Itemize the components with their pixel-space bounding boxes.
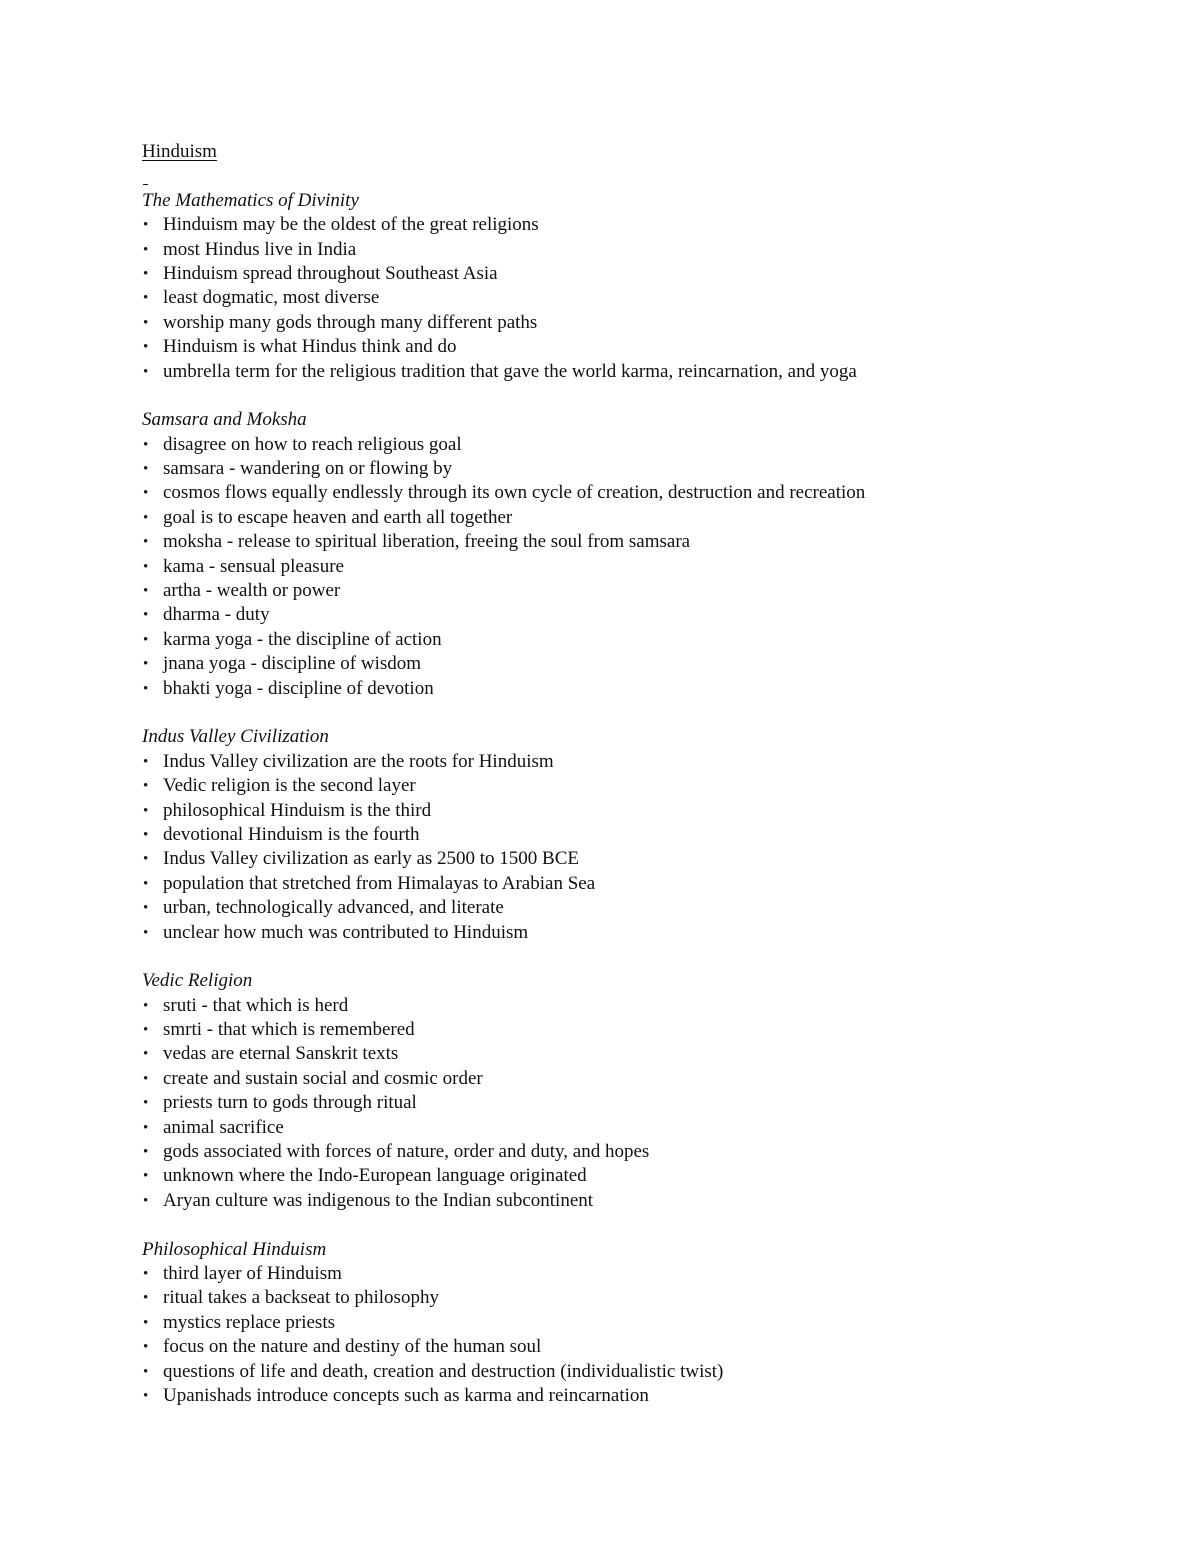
bullet-list (142, 433, 1152, 701)
bullet-icon: • (143, 1070, 149, 1087)
bullet-text: third layer of Hinduism (163, 1262, 342, 1284)
section-heading: Indus Valley Civilization (142, 726, 329, 748)
bullet-text: focus on the nature and destiny of the human soul (163, 1336, 542, 1358)
bullet-icon: • (143, 607, 149, 624)
bullet-text: Hinduism is what Hindus think and do (163, 336, 457, 358)
bullet-item (142, 921, 1152, 945)
bullet-text: Indus Valley civilization as early as 2500 to 1500 BCE (163, 848, 579, 870)
bullet-item (142, 603, 1152, 627)
bullet-text: samsara - wandering on or flowing by (163, 458, 453, 480)
bullet-item (142, 750, 1152, 774)
bullet-text: jnana yoga - discipline of wisdom (163, 653, 422, 675)
bullet-text: population that stretched from Himalayas to Arabian Sea (163, 872, 596, 894)
bullet-icon: • (143, 1022, 149, 1039)
bullet-list (142, 750, 1152, 945)
bullet-text: priests turn to gods through ritual (163, 1092, 417, 1114)
bullet-icon: • (143, 1144, 149, 1161)
bullet-icon: • (143, 534, 149, 551)
bullet-item (142, 286, 1152, 310)
bullet-icon: • (143, 1119, 149, 1136)
bullet-item (142, 481, 1152, 505)
bullet-text: Upanishads introduce concepts such as karma and reincarnation (163, 1384, 649, 1406)
section-heading: The Mathematics of Divinity (142, 189, 359, 211)
bullet-icon: • (143, 778, 149, 795)
bullet-item (142, 1311, 1152, 1335)
bullet-text: smrti - that which is remembered (163, 1019, 415, 1041)
bullet-icon: • (143, 997, 149, 1014)
bullet-icon: • (143, 217, 149, 234)
bullet-icon: • (143, 631, 149, 648)
bullet-item (142, 1140, 1152, 1164)
bullet-icon: • (143, 339, 149, 356)
bullet-item (142, 311, 1152, 335)
bullet-icon: • (143, 265, 149, 282)
bullet-item (142, 262, 1152, 286)
bullet-text: questions of life and death, creation and destruction (individualistic twist) (163, 1360, 724, 1382)
bullet-icon: • (143, 1265, 149, 1282)
bullet-icon: • (143, 802, 149, 819)
bullet-text: most Hindus live in India (163, 238, 357, 260)
bullet-item (142, 1360, 1152, 1384)
bullet-text: ritual takes a backseat to philosophy (163, 1287, 439, 1309)
bullet-item (142, 799, 1152, 823)
section-heading: Philosophical Hinduism (142, 1238, 327, 1260)
bullet-icon: • (143, 924, 149, 941)
bullet-item (142, 1189, 1152, 1213)
document-page (142, 140, 1152, 1408)
bullet-icon: • (143, 290, 149, 307)
bullet-item (142, 1384, 1152, 1408)
bullet-text: vedas are eternal Sanskrit texts (163, 1043, 399, 1065)
bullet-item (142, 1262, 1152, 1286)
bullet-icon: • (143, 1046, 149, 1063)
sections-container (142, 189, 1152, 1409)
section (142, 189, 1152, 384)
bullet-item (142, 872, 1152, 896)
bullet-text: sruti - that which is herd (163, 994, 349, 1016)
bullet-item (142, 335, 1152, 359)
bullet-list (142, 1262, 1152, 1408)
bullet-text: mystics replace priests (163, 1311, 336, 1333)
bullet-icon: • (143, 436, 149, 453)
bullet-text: Hinduism may be the oldest of the great religions (163, 214, 539, 236)
bullet-icon: • (143, 1192, 149, 1209)
bullet-item (142, 579, 1152, 603)
bullet-text: disagree on how to reach religious goal (163, 433, 462, 455)
bullet-text: Hinduism spread throughout Southeast Asia (163, 262, 498, 284)
bullet-icon: • (143, 851, 149, 868)
bullet-icon: • (143, 485, 149, 502)
bullet-text: karma yoga - the discipline of action (163, 628, 442, 650)
bullet-text: goal is to escape heaven and earth all together (163, 506, 513, 528)
bullet-text: Vedic religion is the second layer (163, 775, 416, 797)
bullet-item (142, 1091, 1152, 1115)
bullet-item (142, 213, 1152, 237)
bullet-item (142, 530, 1152, 554)
bullet-item (142, 238, 1152, 262)
bullet-text: gods associated with forces of nature, order and duty, and hopes (163, 1141, 650, 1163)
bullet-icon: • (143, 583, 149, 600)
bullet-item (142, 847, 1152, 871)
bullet-item (142, 1116, 1152, 1140)
bullet-text: dharma - duty (163, 604, 270, 626)
stray-underline-mark (142, 164, 147, 188)
bullet-list (142, 994, 1152, 1214)
bullet-text: create and sustain social and cosmic order (163, 1067, 483, 1089)
bullet-icon: • (143, 1339, 149, 1356)
bullet-item (142, 677, 1152, 701)
bullet-text: unclear how much was contributed to Hinduism (163, 921, 529, 943)
bullet-text: urban, technologically advanced, and literate (163, 897, 504, 919)
bullet-text: animal sacrifice (163, 1116, 284, 1138)
bullet-text: moksha - release to spiritual liberation, freeing the soul from samsara (163, 531, 691, 553)
bullet-text: umbrella term for the religious tradition that gave the world karma, reincarnation, and yoga (163, 360, 857, 382)
bullet-item (142, 896, 1152, 920)
bullet-icon: • (143, 1168, 149, 1185)
bullet-icon: • (143, 900, 149, 917)
bullet-text: bhakti yoga - discipline of devotion (163, 677, 434, 699)
section-heading: Vedic Religion (142, 970, 253, 992)
bullet-item (142, 1042, 1152, 1066)
bullet-icon: • (143, 558, 149, 575)
bullet-icon: • (143, 1095, 149, 1112)
bullet-item (142, 1164, 1152, 1188)
bullet-icon: • (143, 656, 149, 673)
bullet-item (142, 555, 1152, 579)
bullet-icon: • (143, 314, 149, 331)
bullet-text: artha - wealth or power (163, 580, 341, 602)
bullet-item (142, 506, 1152, 530)
section (142, 969, 1152, 1213)
bullet-icon: • (143, 826, 149, 843)
bullet-item (142, 360, 1152, 384)
bullet-icon: • (143, 1363, 149, 1380)
bullet-item (142, 652, 1152, 676)
bullet-text: Indus Valley civilization are the roots for Hinduism (163, 750, 554, 772)
bullet-list (142, 213, 1152, 384)
bullet-text: devotional Hinduism is the fourth (163, 823, 420, 845)
bullet-item (142, 1335, 1152, 1359)
bullet-item (142, 1067, 1152, 1091)
bullet-icon: • (143, 461, 149, 478)
bullet-item (142, 628, 1152, 652)
document-title: Hinduism (142, 141, 217, 162)
bullet-icon: • (143, 1290, 149, 1307)
bullet-text: kama - sensual pleasure (163, 555, 344, 577)
bullet-item (142, 823, 1152, 847)
bullet-item (142, 1018, 1152, 1042)
section-heading: Samsara and Moksha (142, 409, 307, 431)
bullet-text: cosmos flows equally endlessly through its own cycle of creation, destruction and recreation (163, 482, 866, 504)
section (142, 1238, 1152, 1409)
bullet-item (142, 433, 1152, 457)
section (142, 408, 1152, 701)
section (142, 725, 1152, 945)
bullet-icon: • (143, 875, 149, 892)
bullet-icon: • (143, 1314, 149, 1331)
bullet-icon: • (143, 241, 149, 258)
bullet-text: philosophical Hinduism is the third (163, 799, 432, 821)
bullet-item (142, 774, 1152, 798)
bullet-icon: • (143, 363, 149, 380)
bullet-icon: • (143, 509, 149, 526)
bullet-text: Aryan culture was indigenous to the Indian subcontinent (163, 1189, 594, 1211)
bullet-item (142, 1286, 1152, 1310)
bullet-icon: • (143, 1387, 149, 1404)
bullet-text: least dogmatic, most diverse (163, 287, 380, 309)
bullet-item (142, 457, 1152, 481)
bullet-icon: • (143, 753, 149, 770)
bullet-icon: • (143, 680, 149, 697)
bullet-item (142, 994, 1152, 1018)
bullet-text: unknown where the Indo-European language originated (163, 1165, 587, 1187)
bullet-text: worship many gods through many different paths (163, 311, 538, 333)
